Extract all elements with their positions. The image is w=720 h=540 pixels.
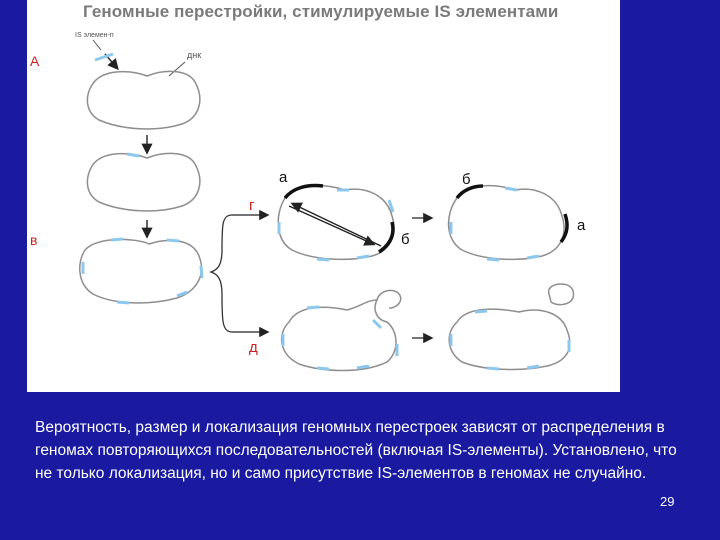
swap-arrow-2: [293, 204, 381, 246]
is-element-label: IS элемен-п: [75, 32, 114, 39]
segment-a-before: [285, 186, 323, 199]
label-a: А: [30, 53, 40, 69]
page-number: 29: [660, 494, 675, 509]
deletion-loop: [377, 290, 401, 308]
figure-title: Геномные перестройки, стимулируемые IS элементами: [83, 2, 559, 21]
segment-a-label: а: [279, 169, 288, 186]
segment-a-label-after: а: [577, 217, 586, 234]
label-g: г: [249, 197, 255, 214]
is-element-inserting: [95, 54, 113, 60]
segment-b-label: б: [401, 231, 410, 248]
figure-panel: [27, 0, 620, 392]
excised-minicircle: [549, 284, 574, 305]
is-elements-d: [283, 307, 397, 369]
label-d: д: [249, 339, 258, 356]
caption-text: Вероятность, размер и локализация геномных перестроек зависят от распределения в геномах повторяющихся последовательностей (включая IS-элементы). Установлено, что не только локализация, но и само присутствие IS-элементов в геномах не случайно.: [35, 419, 677, 482]
label-v: в: [30, 232, 38, 248]
swap-arrow-1: [289, 206, 373, 244]
is-elements-g-after: [451, 188, 539, 260]
dna-circle-initial: [87, 71, 199, 129]
rearrangement-diagram: [27, 0, 620, 392]
is-element: [127, 154, 139, 156]
segment-b-label-after: б: [462, 171, 471, 188]
dna-circle-deletion-before: [282, 300, 396, 371]
dna-circle-inversion-after: [449, 186, 565, 260]
is-elements-group: [83, 239, 202, 303]
dna-circle-one-is: [87, 153, 199, 211]
dna-label: днк: [187, 50, 202, 60]
segment-b-before: [379, 222, 393, 252]
branch-brace: [211, 215, 232, 332]
dna-circle-deletion-after: [449, 309, 570, 369]
is-element-tick: [93, 40, 101, 50]
dna-circle-inversion-before: [278, 186, 394, 260]
is-elements-d-after: [451, 311, 569, 369]
dna-pointer: [169, 62, 185, 76]
